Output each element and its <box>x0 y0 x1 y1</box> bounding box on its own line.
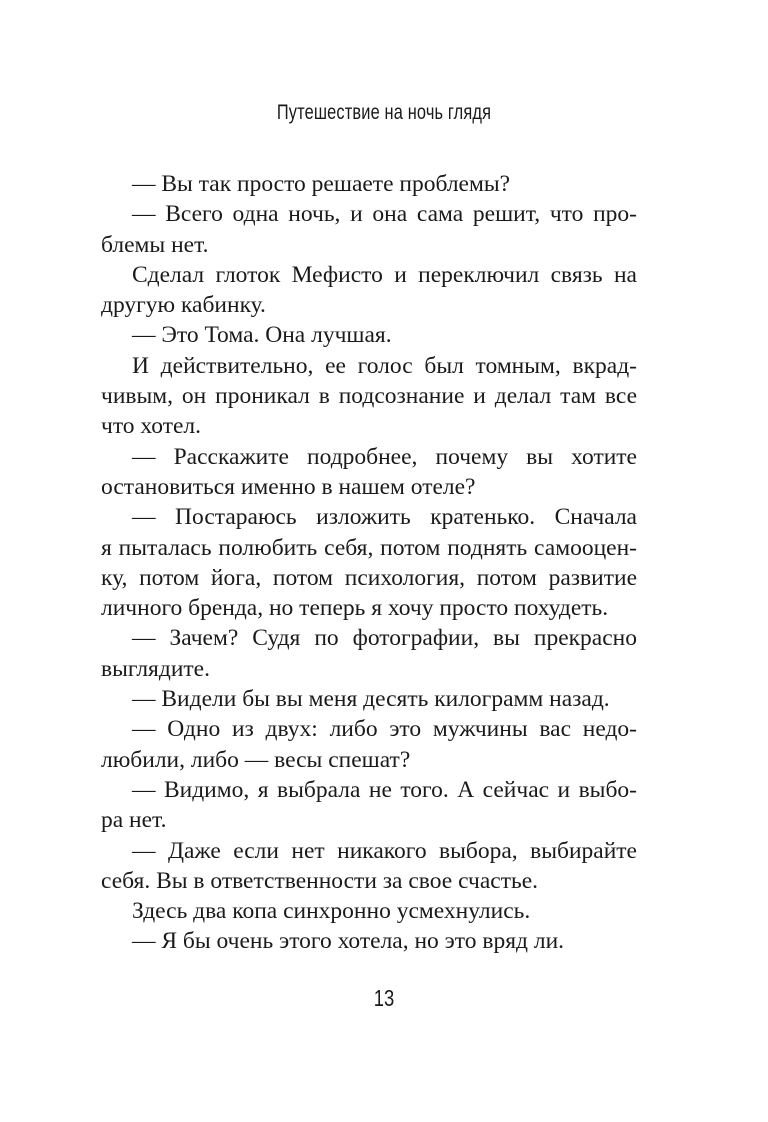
text-line: я пыталась полюбить себя, потом поднять самооцен- <box>101 534 637 561</box>
text-line: — Видимо, я выбрала не того. А сейчас и выбо- <box>132 776 637 803</box>
text-line: — Я бы очень этого хотела, но это вряд ли. <box>132 928 565 955</box>
text-line: ку, потом йога, потом психология, потом развитие <box>101 564 637 591</box>
text-line: Здесь два копа синхронно усмехнулись. <box>132 898 531 925</box>
text-line: И действительно, ее голос был томным, вкрад- <box>132 352 637 379</box>
text-line: блемы нет. <box>101 231 209 258</box>
text-line: другую кабинку. <box>101 292 266 319</box>
text-line: что хотел. <box>101 413 202 440</box>
text-line: личного бренда, но теперь я хочу просто похудеть. <box>101 595 609 622</box>
text-line: — Даже если нет никакого выбора, выбирайте <box>132 837 637 864</box>
text-line: остановиться именно в нашем отеле? <box>101 473 476 500</box>
text-line: ра нет. <box>101 807 167 834</box>
text-line: — Одно из двух: либо это мужчины вас недо- <box>132 716 637 743</box>
text-line: себя. Вы в ответственности за свое счастье. <box>101 867 538 894</box>
text-line: — Всего одна ночь, и она сама решит, что про- <box>132 201 637 228</box>
text-line: — Видели бы вы меня десять килограмм назад. <box>132 686 610 713</box>
text-line: — Зачем? Судя по фотографии, вы прекрасно <box>132 625 637 652</box>
text-line: Сделал глоток Мефисто и переключил связь на <box>132 261 637 288</box>
text-line: любили, либо — весы спешат? <box>101 746 411 773</box>
text-line: — Это Тома. Она лучшая. <box>132 322 392 349</box>
text-line: — Расскажите подробнее, почему вы хотите <box>132 443 637 470</box>
text-line: — Постараюсь изложить кратенько. Сначала <box>132 504 637 531</box>
page-number: 13 <box>373 985 395 1011</box>
text-line: — Вы так просто решаете проблемы? <box>132 171 511 197</box>
text-line: выглядите. <box>101 655 210 682</box>
running-head: Путешествие на ночь глядя <box>276 101 492 124</box>
body-text <box>101 169 637 957</box>
text-line: чивым, он проникал в подсознание и делал там все <box>101 383 637 410</box>
